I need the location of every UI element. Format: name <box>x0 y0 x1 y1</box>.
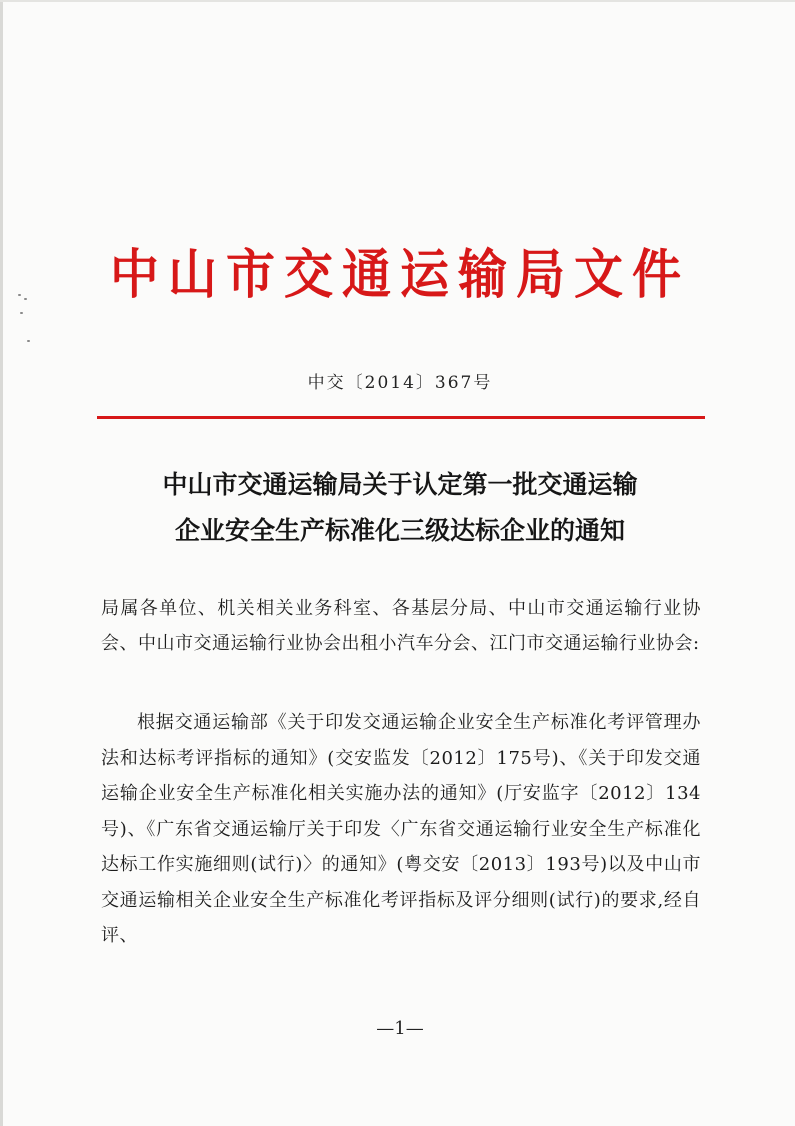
notice-subject-line-2: 企业安全生产标准化三级达标企业的通知 <box>174 516 625 545</box>
document-number: 中交〔2014〕367号 <box>307 373 493 393</box>
red-separator-line <box>97 416 705 419</box>
notice-subject-line-1: 中山市交通运输局关于认定第一批交通运输 <box>162 470 638 499</box>
addressee-paragraph: 局属各单位、机关相关业务科室、各基层分局、中山市交通运输行业协会、中山市交通运输行业协会出租小汽车分会、江门市交通运输行业协会: <box>101 598 701 654</box>
scan-artifact <box>14 290 38 360</box>
notice-subject <box>80 462 720 554</box>
page-number: —1— <box>376 1018 424 1039</box>
document-header-title: 中山市交通运输局文件 <box>109 243 690 306</box>
page-edge <box>0 0 3 1126</box>
body-paragraph: 根据交通运输部《关于印发交通运输企业安全生产标准化考评管理办法和达标考评指标的通知》(交安监发〔2012〕175号)、《关于印发交通运输企业安全生产标准化相关实施办法的通知》(厅安监字〔2012〕134号)、《广东省交通运输厅关于印发〈广东省交通运输行业安全生产标准化达标工作实施细则(试行)〉的通知》(粤交安〔2013〕193号)以及中山市交通运输相关企业安全生产标准化考评指标及评分细则(试行)的要求,经自评、 <box>101 712 701 946</box>
page-edge <box>0 0 795 2</box>
